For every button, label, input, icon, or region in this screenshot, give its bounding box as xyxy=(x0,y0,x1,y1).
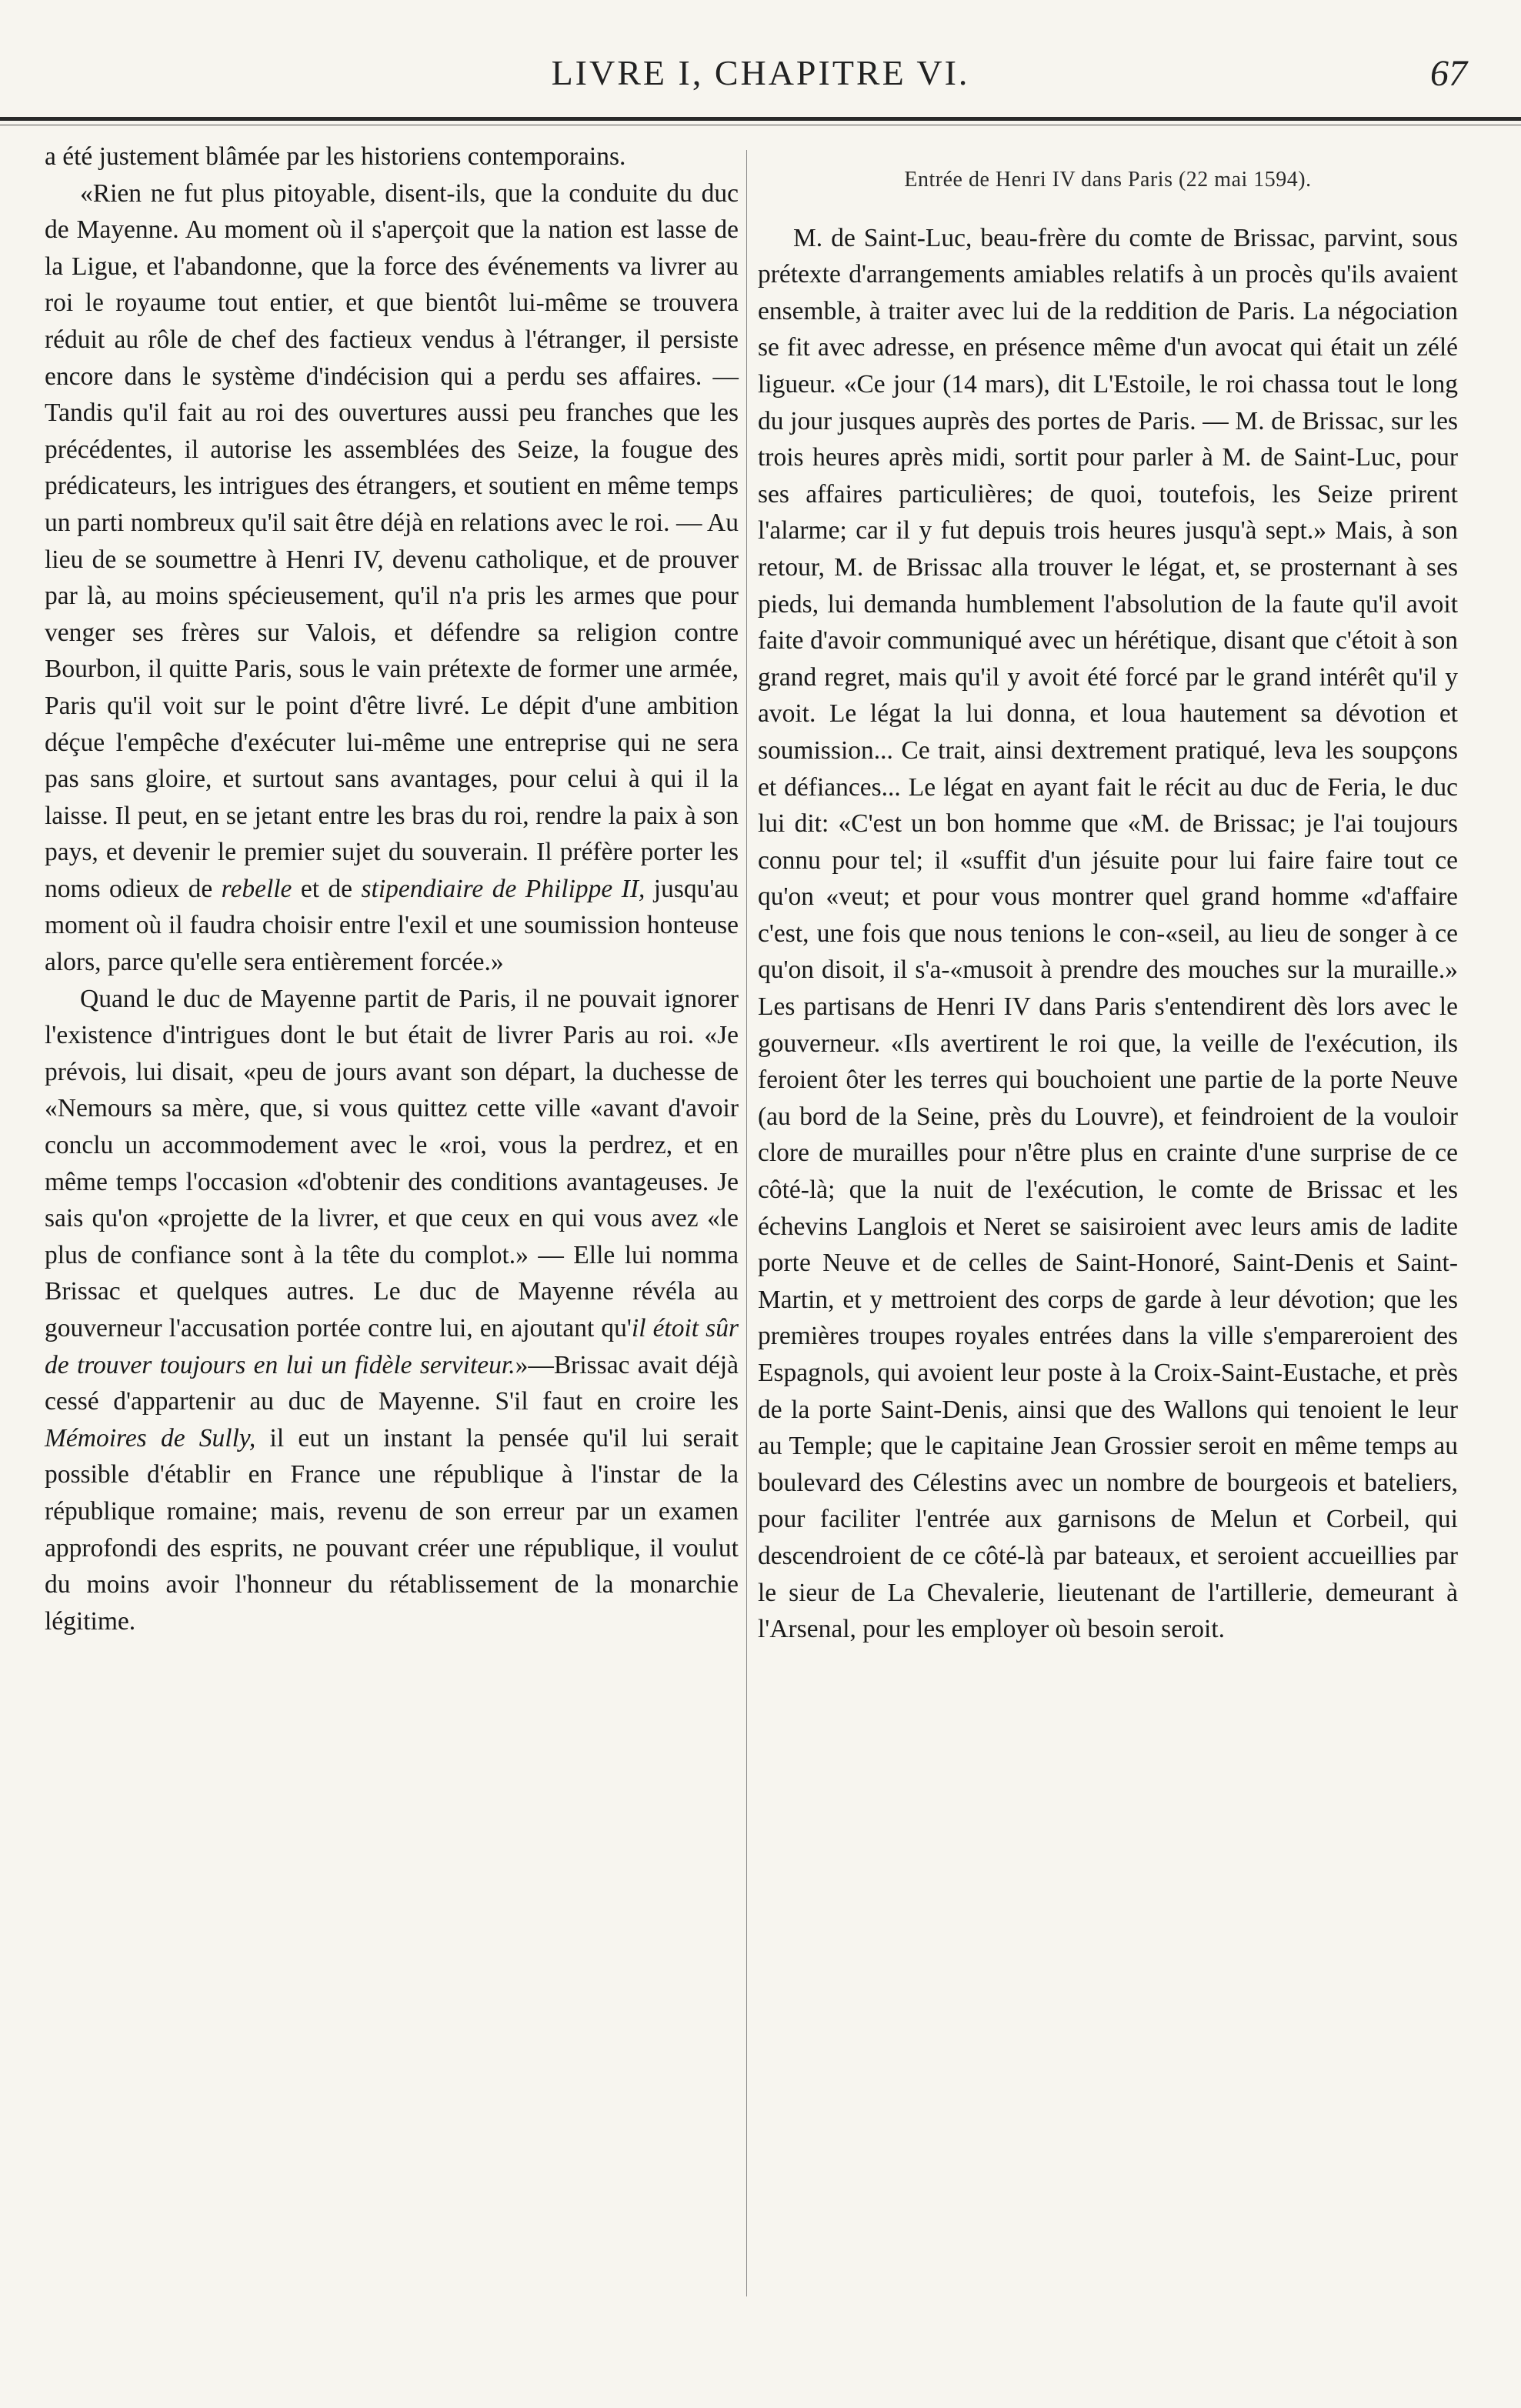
section-heading: Entrée de Henri IV dans Paris (22 mai 1594). xyxy=(904,168,1312,192)
column-divider xyxy=(746,150,747,2296)
right-column xyxy=(758,138,1458,1648)
running-title: LIVRE I, CHAPITRE VI. xyxy=(551,53,970,92)
paragraph-entree-henri-iv: M. de Saint-Luc, beau-frère du comte de Brissac, parvint, sous prétexte d'arrangements amiables relatifs à un procès qu'ils avaient ensemble, à traiter avec lui de la reddition de Paris. La négociation se fit avec adresse, en présence même d'un avocat qui était un zélé ligueur. «Ce jour (14 mars), dit L'Estoile, le roi chassa tout le long du jour jusques auprès des portes de Paris. — M. de Brissac, sur les trois heures après midi, sortit pour parler à M. de Saint-Luc, pour ses affaires particulières; de quoi, toutefois, les Seize prirent l'alarme; car il y fut depuis trois heures jusqu'à sept.» Mais, à son retour, M. de Brissac alla trouver le légat, et, se prosternant à ses pieds, lui demanda humblement l'absolution de la faute qu'il avoit faite d'avoir communiqué avec un hérétique, disant que c'étoit à son grand regret, mais qu'il y avoit été forcé par le grand intérêt qu'il y avoit. Le légat la lui donna, et loua hautement sa dévotion et soumission... Ce trait, ainsi dextrement pratiqué, leva les soupçons et défiances... Le légat en ayant fait le récit au duc de Feria, le duc lui dit: «C'est un bon homme que «M. de Brissac; je l'ai toujours connu pour tel; il «suffit d'un jésuite pour lui faire faire tout ce qu'on «veut; et pour vous montrer quel grand homme «d'affaire c'est, une fois que nous tenions le con-«seil, au lieu de songer à ce qu'on disoit, il s'a-«musoit à prendre des mouches sur la muraille.» Les partisans de Henri IV dans Paris s'entendirent dès lors avec le gouverneur. «Ils avertirent le roi que, la veille de l'exécution, ils feroient ôter les terres qui bouchoient une partie de la porte Neuve (au bord de la Seine, près du Louvre), et feindroient de la vouloir clore de murailles pour n'être plus en crainte d'une surprise de ce côté-là; que la nuit de l'exécution, le comte de Brissac et les échevins Langlois et Neret se saisiroient avec leurs amis de ladite porte Neuve et de celles de Saint-Honoré, Saint-Denis et Saint-Martin, et y mettroient des corps de garde à leur dévotion; que les premières troupes royales entrées dans la ville s'empareroient des Espagnols, qui avoient leur poste à la Croix-Saint-Eustache, et près de la porte Saint-Denis, ainsi que des Wallons qui tenoient le leur au Temple; que le capitaine Jean Grossier seroit en même temps au boulevard des Célestins avec un nombre de bourgeois et bateliers, pour faciliter l'entrée aux garnisons de Melun et Corbeil, qui descendroient de ce côté-là par bateaux, et seroient accueillies par le sieur de La Chevalerie, lieutenant de l'artillerie, demeurant à l'Arsenal, pour les employer où besoin seroit. xyxy=(758,223,1458,1644)
emphasis-rebelle: rebelle xyxy=(221,874,292,903)
page-header xyxy=(46,52,1475,114)
header-rule xyxy=(0,117,1521,121)
paragraph-continuation: a été justement blâmée par les historiens contemporains. xyxy=(45,142,626,171)
paragraph-mayenne-departure: Quand le duc de Mayenne partit de Paris, il ne pouvait ignorer l'existence d'intrigues dont le but était de livrer Paris au roi. «Je prévois, lui disait, «peu de jours avant son départ, la duchesse de «Nemours sa mère, que, si vous quittez cette ville «avant d'avoir conclu un accommodement avec le «roi, vous la perdrez, et en même temps l'occasion «d'obtenir des conditions avantageuses. Je sais qu'on «projette de la livrer, et que ceux en qui vous avez «le plus de confiance sont à la tête du complot.» — Elle lui nomma Brissac et quelques autres. Le duc de Mayenne révéla au gouverneur l'accusation portée contre lui, en ajoutant qu'il étoit sûr de trouver toujours en lui un fidèle serviteur.»—Brissac avait déjà cessé d'appartenir au duc de Mayenne. S'il faut en croire les Mémoires de Sully, il eut un instant la pensée qu'il lui serait possible d'établir en France une république à l'instar de la république romaine; mais, revenu de son erreur par un examen approfondi des esprits, ne pouvant créer une république, il voulut du moins avoir l'honneur du rétablissement de la monarchie légitime. xyxy=(45,984,739,1636)
emphasis-memoires-sully: Mémoires de Sully, xyxy=(45,1423,256,1452)
paragraph-quote-historians: «Rien ne fut plus pitoyable, disent-ils, que la conduite du duc de Mayenne. Au moment où il s'aperçoit que la nation est lasse de la Ligue, et l'abandonne, que la force des événements va livrer au roi le royaume tout entier, et que bientôt lui-même se trouvera réduit au rôle de chef des factieux vendus à l'étranger, il persiste encore dans le système d'indécision qui a perdu ses affaires. — Tandis qu'il fait au roi des ouvertures aussi peu franches que les précédentes, il autorise les assemblées des Seize, la fougue des prédicateurs, les intrigues des étrangers, et soutient en même temps un parti nombreux qu'il sait être déjà en relations avec le roi. — Au lieu de se soumettre à Henri IV, devenu catholique, et de prouver par là, au moins spécieusement, qu'il n'a pris les armes que pour venger ses frères sur Valois, et défendre sa religion contre Bourbon, il quitte Paris, sous le vain prétexte de former une armée, Paris qu'il voit sur le point d'être livré. Le dépit d'une ambition déçue l'empêche d'exécuter lui-même une entreprise qui ne sera pas sans gloire, et surtout sans avantages, pour celui à qui il la laisse. Il peut, en se jetant entre les bras du roi, rendre la paix à son pays, et devenir le premier sujet du souverain. Il préfère porter les noms odieux de rebelle et de stipendiaire de Philippe II, jusqu'au moment où il faudra choisir entre l'exil et une soumission honteuse alors, parce qu'elle sera entièrement forcée.» xyxy=(45,178,739,977)
emphasis-stipendiaire: stipendiaire de Philippe II, xyxy=(361,874,645,903)
page-number: 67 xyxy=(1430,53,1467,94)
emphasis-fidele-serviteur: il étoit sûr de trouver toujours en lui un fidèle serviteur. xyxy=(45,1314,739,1379)
left-column xyxy=(45,138,739,1639)
